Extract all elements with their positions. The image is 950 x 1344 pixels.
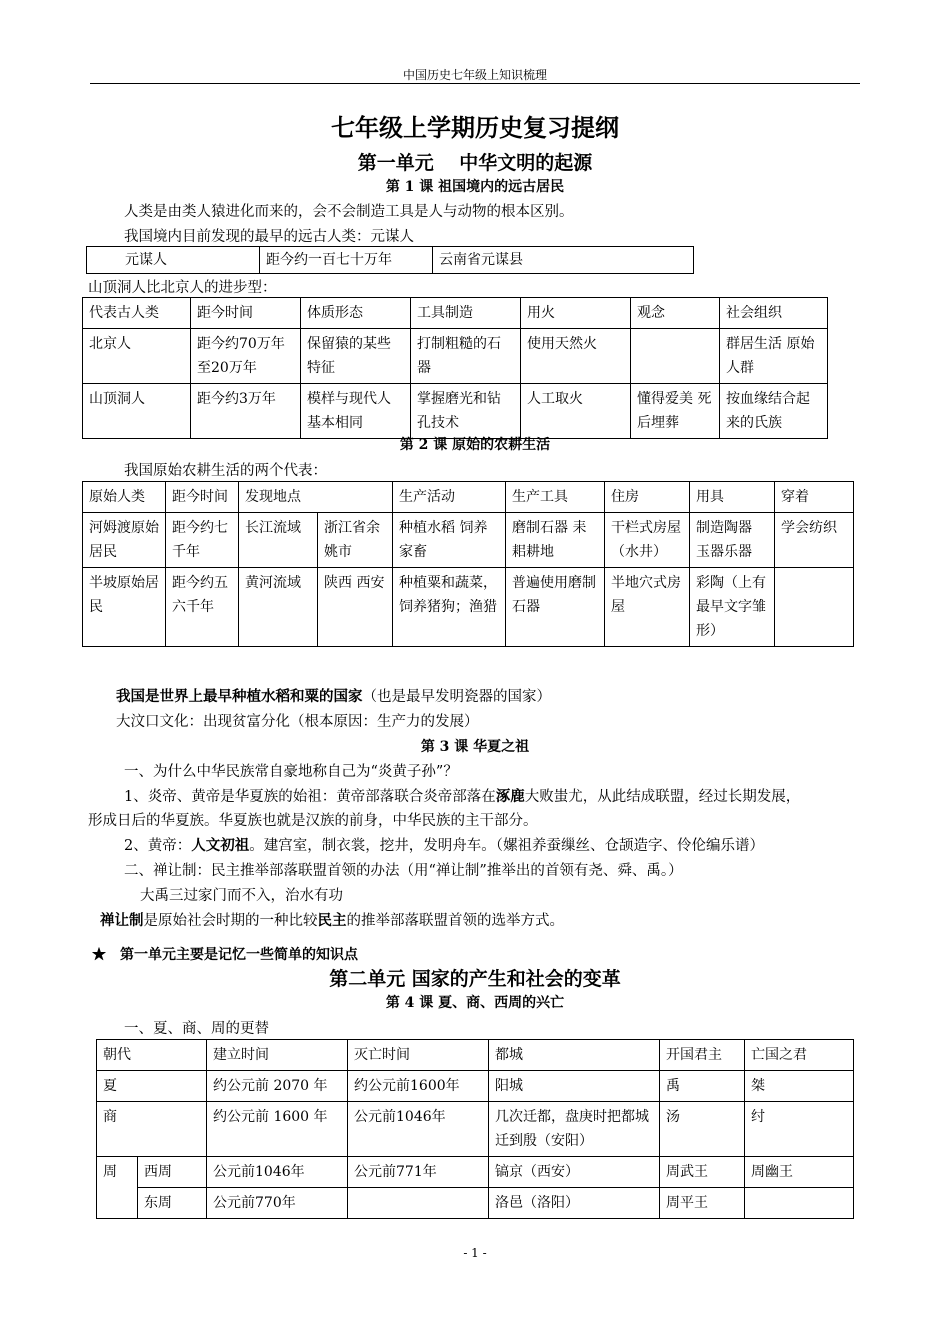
lesson2-para1: 我国原始农耕生活的两个代表： [124,463,327,479]
table-cell: 距今约3万年 [191,384,301,439]
lesson1-para2: 我国境内目前发现的最早的远古人类：元谋人 [124,229,414,245]
lesson4-para1: 一、夏、商、周的更替 [124,1021,269,1037]
lesson1-para1: 人类是由类人猿进化而来的，会不会制造工具是人与动物的根本区别。 [124,204,574,220]
table-cell: 陕西 西安 [318,568,393,647]
table-header-cell: 建立时间 [207,1040,348,1071]
table-cell: 洛邑（洛阳） [489,1188,660,1219]
table-cell: 周武王 [660,1157,745,1188]
unit1-title: 第一单元 中华文明的起源 [357,152,593,174]
table-cell: 公元前770年 [207,1188,348,1219]
text-span: 。建宫室，制衣裳，挖井，发明舟车。（嫘祖养蚕缫丝、仓颉造字、伶伦编乐谱） [249,838,764,854]
table-header-cell: 距今时间 [191,298,301,329]
table-header-cell: 原始人类 [83,482,166,513]
table-cell: 打制粗糙的石器 [411,329,521,384]
lesson2-para2 [116,685,551,706]
table-cell: 北京人 [83,329,191,384]
table-cell: 纣 [745,1102,854,1157]
table-row [97,1102,854,1157]
header-divider [90,83,860,84]
table-cell: 几次迁都，盘庚时把都城迁到殷（安阳） [489,1102,660,1157]
table-cell: 约公元前 2070 年 [207,1071,348,1102]
table-cell: 公元前1046年 [348,1102,489,1157]
lesson3-para4 [100,909,564,930]
table-cell: 懂得爱美 死后埋葬 [631,384,720,439]
table-row [97,1157,854,1188]
bold-term: 人文初祖 [191,837,250,854]
lesson1-title: 第 1 课 祖国境内的远古居民 [385,179,565,195]
table-header-cell: 住房 [605,482,690,513]
table-cell: 距今约五六千年 [166,568,239,647]
table-cell: 河姆渡原始居民 [83,513,166,568]
table-header-cell: 灭亡时间 [348,1040,489,1071]
table-cell: 商 [97,1102,207,1157]
table-cell: 夏 [97,1071,207,1102]
table-cell: 彩陶（上有最早文字雏形） [690,568,775,647]
bold-term: 民主 [317,912,347,929]
table-header-cell: 用具 [690,482,775,513]
lesson3-question2: 二、禅让制：民主推举部落联盟首领的办法（用“禅让制”推举出的首领有尧、舜、禹。） [124,863,683,879]
table-cell: 群居生活 原始人群 [720,329,828,384]
table-cell: 人工取火 [521,384,631,439]
table-cell: 学会纺织 [775,513,854,568]
lesson4-title: 第 4 课 夏、商、西周的兴亡 [385,995,565,1011]
table-header-cell: 工具制造 [411,298,521,329]
table-cell [348,1188,489,1219]
lesson3-para2 [124,834,764,855]
table-header-cell: 朝代 [97,1040,207,1071]
ancient-humans-table [82,297,828,439]
table-row [83,513,854,568]
table-cell: 掌握磨光和钻孔技术 [411,384,521,439]
table-cell: 种植粟和蔬菜，饲养猪狗；渔猎 [393,568,506,647]
table-header-cell: 距今时间 [166,482,239,513]
yuanmou-cell: 元谋人 [87,247,260,274]
text-span: 是原始社会时期的一种比较 [143,913,318,929]
page-number: - 1 - [463,1246,487,1260]
table-cell: 周平王 [660,1188,745,1219]
table-cell: 汤 [660,1102,745,1157]
table-cell: 使用天然火 [521,329,631,384]
table-cell [775,568,854,647]
unit2-title: 第二单元 国家的产生和社会的变革 [329,968,621,990]
table-cell: 周幽王 [745,1157,854,1188]
table-cell: 干栏式房屋（水井） [605,513,690,568]
table-header-cell: 开国君主 [660,1040,745,1071]
table-cell: 山顶洞人 [83,384,191,439]
table-cell: 半坡原始居民 [83,568,166,647]
table-cell: 西周 [138,1157,207,1188]
table-cell: 公元前771年 [348,1157,489,1188]
yuanmou-table [86,246,694,274]
table-cell: 普遍使用磨制石器 [506,568,605,647]
bold-term: 禅让制 [100,912,144,929]
dynasties-table [96,1039,854,1219]
table-cell: 公元前1046年 [207,1157,348,1188]
lesson3-para1-cont: 形成日后的华夏族。华夏族也就是汉族的前身，中华民族的主干部分。 [88,813,538,829]
unit1-note: ★ 第一单元主要是记忆一些简单的知识点 [92,947,358,963]
table-cell: 阳城 [489,1071,660,1102]
lesson3-title: 第 3 课 华夏之祖 [420,739,530,755]
yuanmou-cell: 云南省元谋县 [433,247,694,274]
table-cell [745,1188,854,1219]
table-cell: 禹 [660,1071,745,1102]
table-cell: 周 [97,1157,138,1219]
table-cell: 镐京（西安） [489,1157,660,1188]
bold-fact: 我国是世界上最早种植水稻和粟的国家 [116,688,363,705]
yuanmou-cell: 距今约一百七十万年 [260,247,433,274]
table-cell: 距今约70万年至20万年 [191,329,301,384]
table-cell: 磨制石器 耒耜耕地 [506,513,605,568]
table-cell: 东周 [138,1188,207,1219]
table-header-cell: 观念 [631,298,720,329]
lesson3-question1: 一、为什么中华民族常自豪地称自己为“炎黄子孙”？ [124,764,458,780]
table-row [97,1188,854,1219]
table-header-cell: 社会组织 [720,298,828,329]
table-cell: 约公元前 1600 年 [207,1102,348,1157]
table-header-cell: 体质形态 [301,298,411,329]
table-row [97,1071,854,1102]
text-span: 1、炎帝、黄帝是华夏族的始祖：黄帝部落联合炎帝部落在 [124,789,496,805]
lesson2-para3: 大汶口文化：出现贫富分化（根本原因：生产力的发展） [116,714,479,730]
table-cell: 半地穴式房屋 [605,568,690,647]
text-span: 大败蚩尤，从此结成联盟，经过长期发展， [524,789,801,805]
bold-term: 涿鹿 [495,788,525,805]
table-cell: 保留猿的某些特征 [301,329,411,384]
table-header-cell: 穿着 [775,482,854,513]
table-cell: 长江流域 [239,513,318,568]
table-header-cell: 都城 [489,1040,660,1071]
table-header-cell: 亡国之君 [745,1040,854,1071]
page-header: 中国历史七年级上知识梳理 [402,68,547,82]
document-title: 七年级上学期历史复习提纲 [331,113,619,142]
table-cell: 黄河流域 [239,568,318,647]
table-header-cell: 生产工具 [506,482,605,513]
table-cell: 制造陶器 玉器乐器 [690,513,775,568]
text-span: 的推举部落联盟首领的选举方式。 [346,913,564,929]
table-cell: 桀 [745,1071,854,1102]
lesson3-para3: 大禹三过家门而不入，治水有功 [140,888,343,904]
lesson2-title: 第 2 课 原始的农耕生活 [399,437,551,453]
table-cell: 距今约七千年 [166,513,239,568]
text-span: 2、黄帝： [124,838,192,854]
table-cell: 约公元前1600年 [348,1071,489,1102]
table-row [83,384,828,439]
table-row [83,568,854,647]
table-cell [631,329,720,384]
table-cell: 浙江省余姚市 [318,513,393,568]
lesson1-para3: 山顶洞人比北京人的进步型： [88,280,277,296]
lesson3-para1 [124,785,800,806]
table-header-cell: 生产活动 [393,482,506,513]
table-cell: 模样与现代人基本相同 [301,384,411,439]
table-cell: 种植水稻 饲养家畜 [393,513,506,568]
table-header-cell: 发现地点 [239,482,393,513]
table-cell: 按血缘结合起来的氏族 [720,384,828,439]
table-row [83,329,828,384]
fact-note: （也是最早发明瓷器的国家） [362,689,551,705]
farming-table [82,481,854,647]
table-header-cell: 代表古人类 [83,298,191,329]
table-header-cell: 用火 [521,298,631,329]
